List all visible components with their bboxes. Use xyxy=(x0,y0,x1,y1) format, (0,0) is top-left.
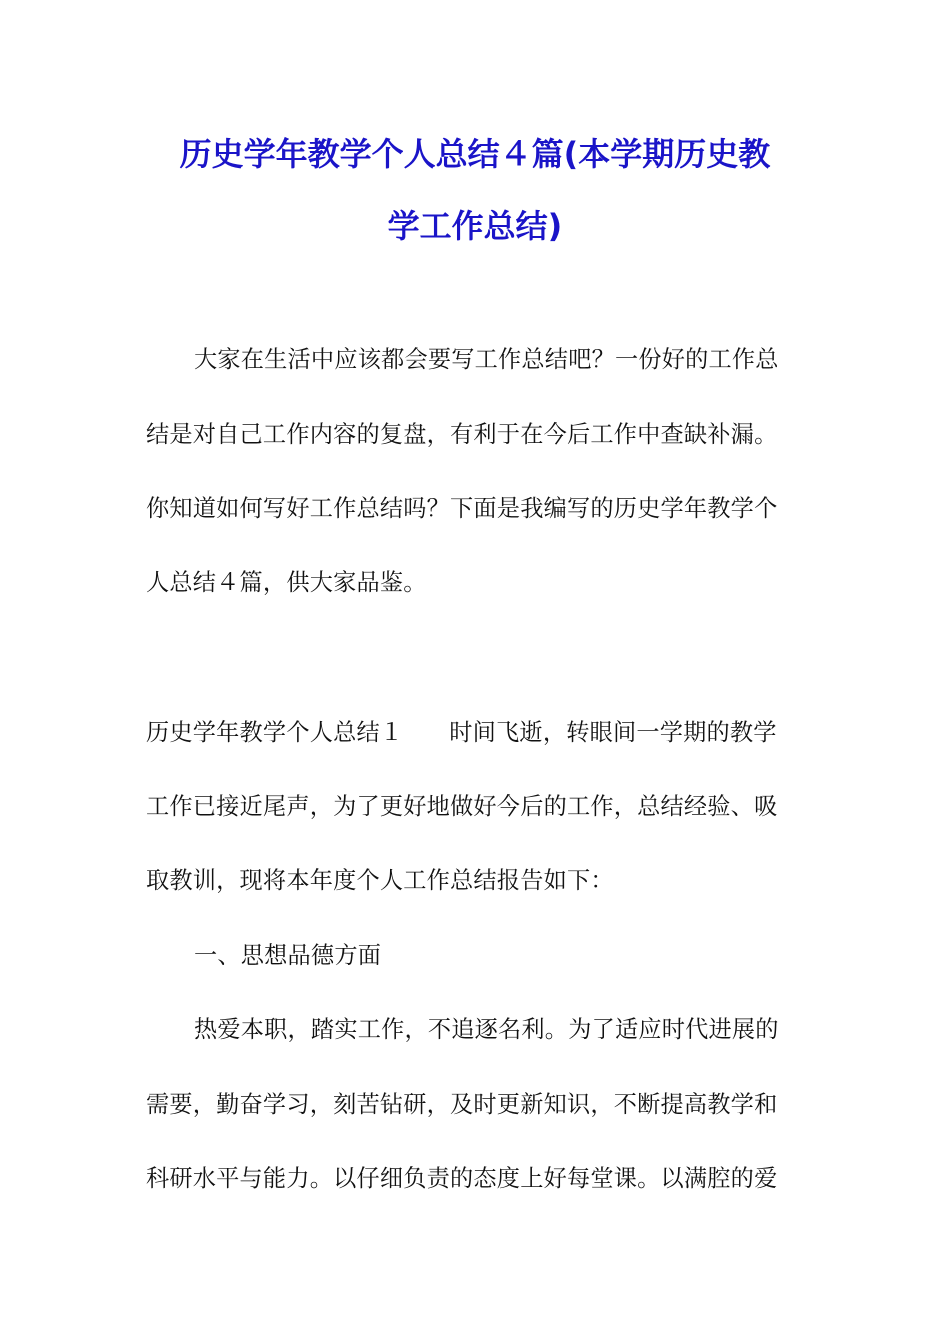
section-1-subheading: 一、思想品德方面 xyxy=(194,942,382,969)
section-1-heading: 历史学年教学个人总结１ xyxy=(146,719,404,746)
intro-line-1: 大家在生活中应该都会要写工作总结吧？一份好的工作总 xyxy=(194,346,779,373)
section-1-para-line-2: 需要，勤奋学习，刻苦钻研，及时更新知识，不断提高教学和 xyxy=(146,1091,778,1118)
document-title-line-1: 历史学年教学个人总结４篇(本学期历史教 xyxy=(179,135,771,173)
section-1-para-line-3: 科研水平与能力。以仔细负责的态度上好每堂课。以满腔的爱 xyxy=(146,1165,778,1192)
intro-line-4: 人总结４篇，供大家品鉴。 xyxy=(146,569,427,596)
document-title-line-2: 学工作总结) xyxy=(387,207,563,245)
section-1-para-line-1: 热爱本职，踏实工作，不追逐名利。为了适应时代进展的 xyxy=(194,1016,779,1043)
intro-line-2: 结是对自己工作内容的复盘，有利于在今后工作中查缺补漏。 xyxy=(146,421,778,448)
section-1-line-2: 工作已接近尾声，为了更好地做好今后的工作，总结经验、吸 xyxy=(146,793,778,820)
intro-line-3: 你知道如何写好工作总结吗？下面是我编写的历史学年教学个 xyxy=(146,495,778,522)
section-1-line-3: 取教训，现将本年度个人工作总结报告如下： xyxy=(146,867,614,894)
section-1-first-line xyxy=(146,718,806,748)
section-1-first-line-text: 时间飞逝，转眼间一学期的教学 xyxy=(449,719,777,746)
